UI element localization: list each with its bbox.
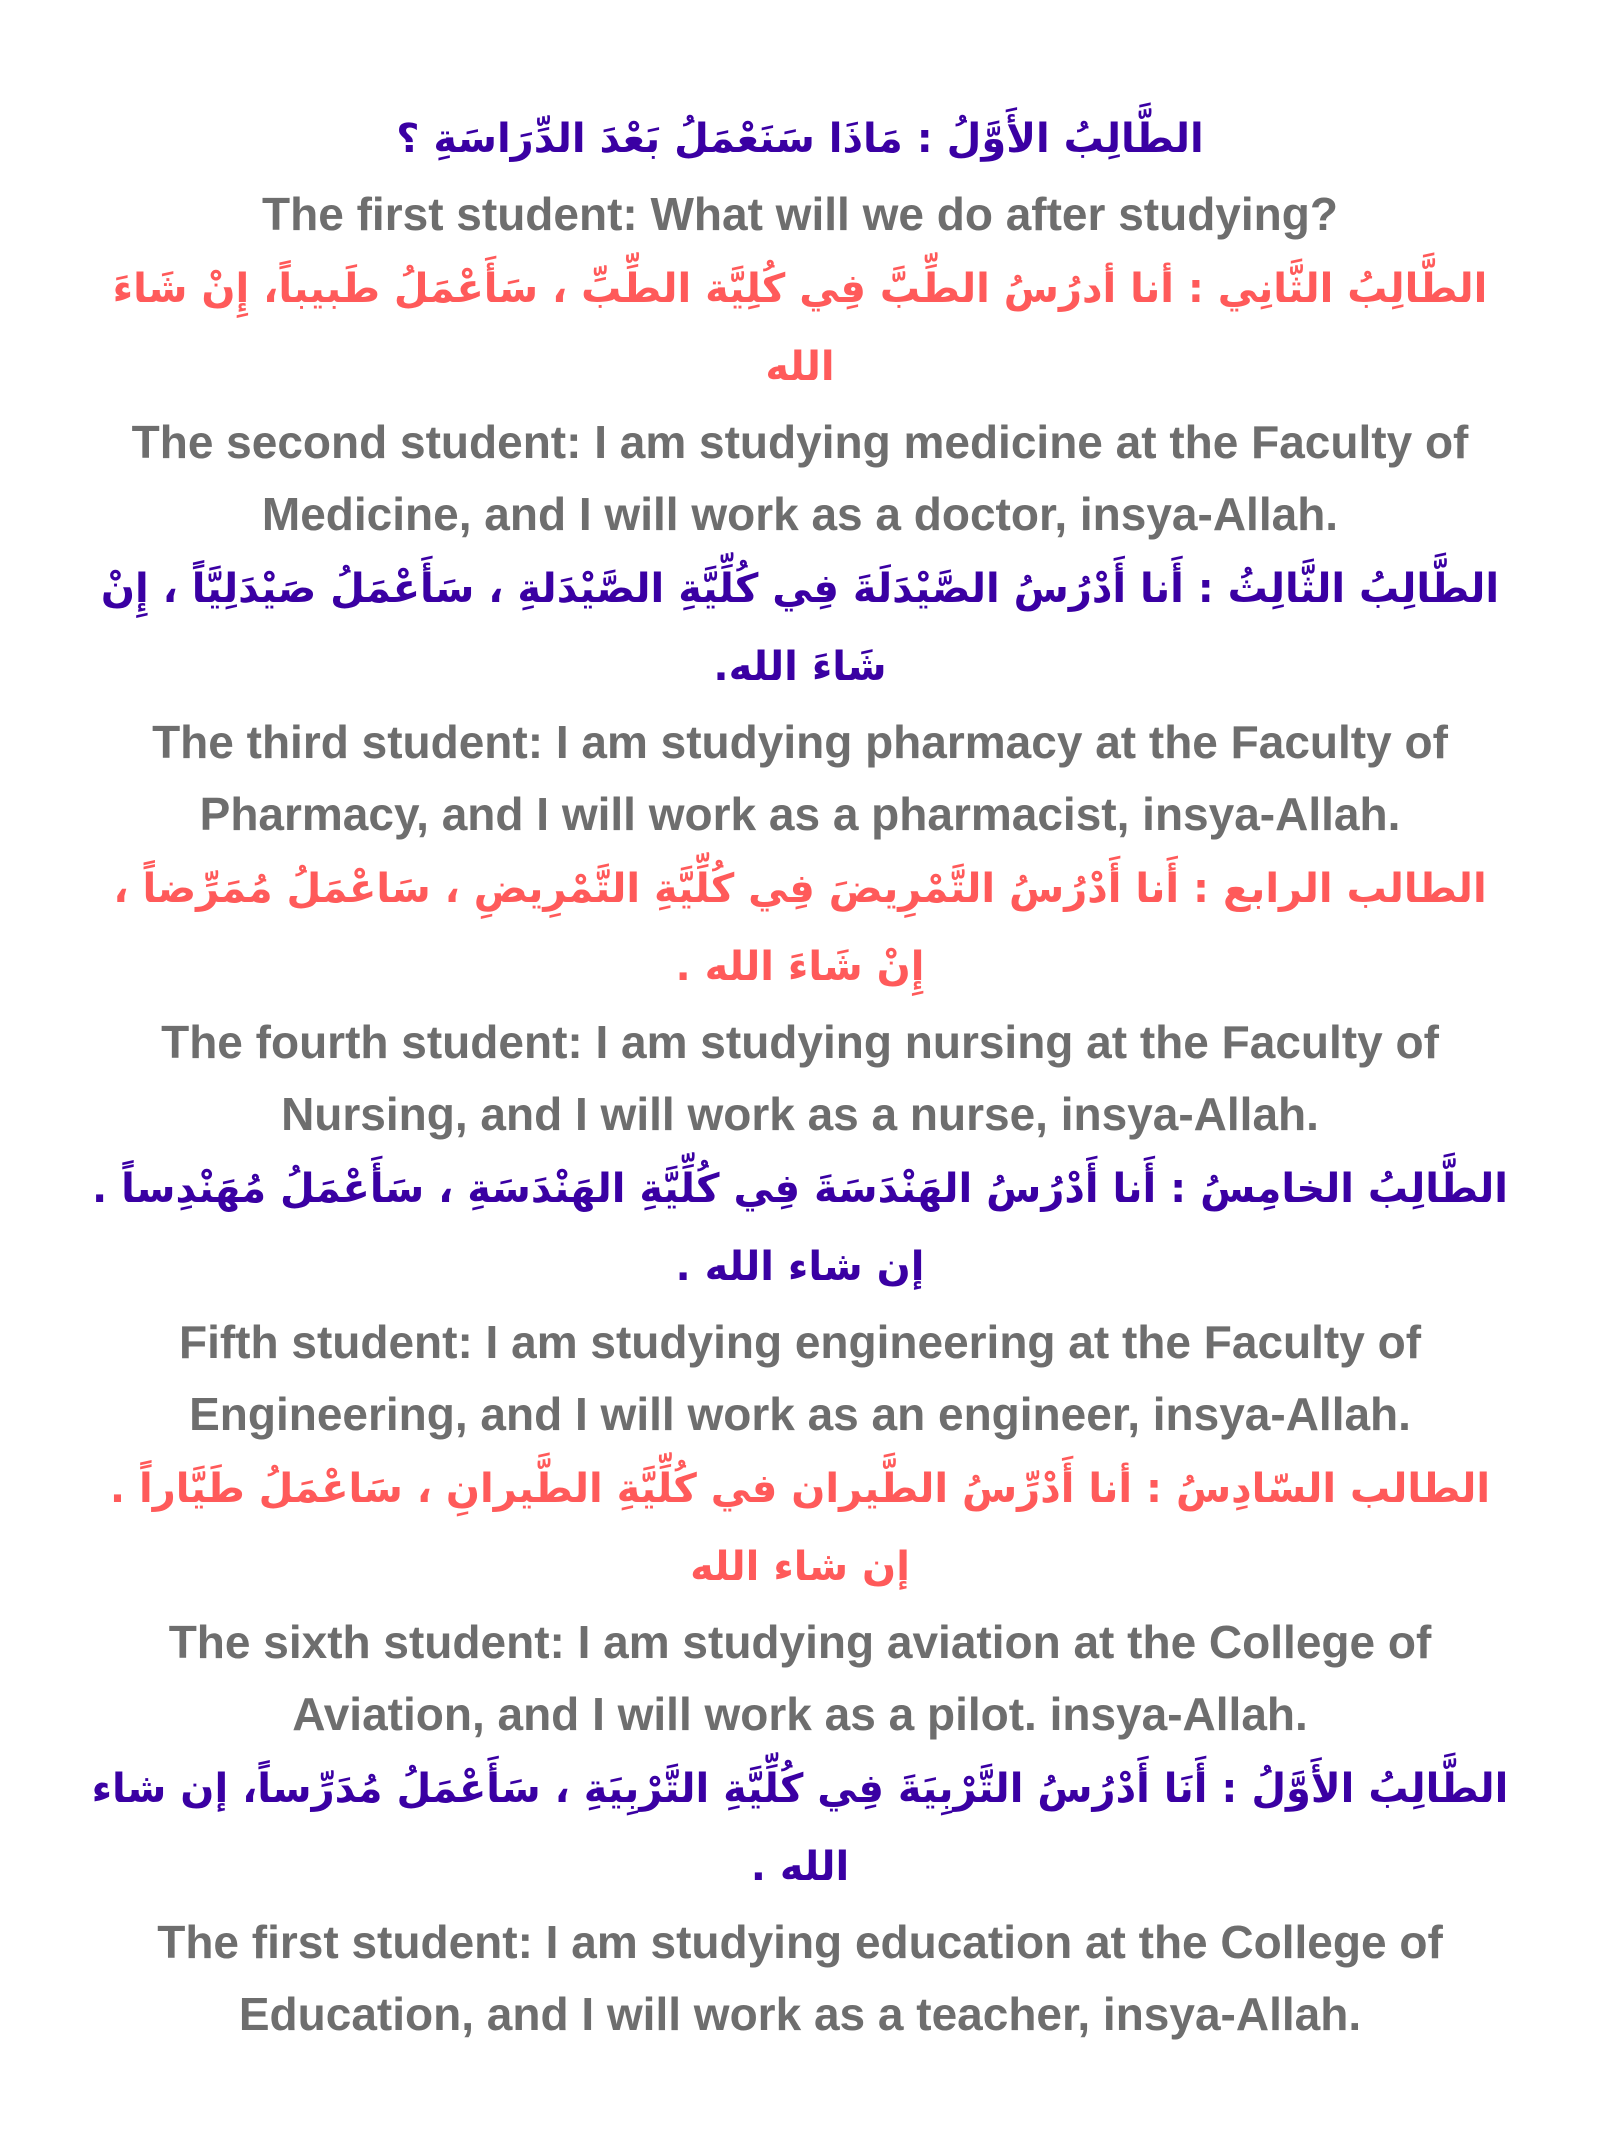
arabic-line: الطَّالِبُ الثَّالِثُ : أَنا أَدْرُسُ الصَّيْدَلَةَ فِي كُلِّيَّةِ الصَّيْدَلةِ ، سَأَعْمَلُ صَيْدَلِيَّاً ، إِنْ شَاءَ الله. bbox=[100, 566, 1500, 690]
dialogue-entry-2 bbox=[90, 250, 1510, 550]
english-translation: Fifth student: I am studying engineering at the Faculty of Engineering, and I will work as an engineer, insya-Allah. bbox=[178, 1316, 1422, 1440]
dialogue-entry-1 bbox=[90, 100, 1510, 250]
dialogue-entry-6 bbox=[90, 1450, 1510, 1750]
dialogue-entry-3 bbox=[90, 550, 1510, 850]
arabic-line: الطالب السّادِسُ : أنا أَدْرِّسُ الطَّيران في كُلِّيَّةِ الطَّيرانِ ، سَاعْمَلُ طَيَّاراً . إن شاء الله bbox=[109, 1466, 1491, 1590]
english-translation: The fourth student: I am studying nursing at the Faculty of Nursing, and I will work as a nurse, insya-Allah. bbox=[161, 1016, 1439, 1140]
english-translation: The sixth student: I am studying aviation at the College of Aviation, and I will work as a pilot. insya-Allah. bbox=[168, 1616, 1432, 1740]
dialogue-entry-5 bbox=[90, 1150, 1510, 1450]
english-translation: The first student: What will we do after studying? bbox=[262, 188, 1338, 240]
arabic-line: الطَّالِبُ الأَوَّلُ : أَنَا أَدْرُسُ التَّرْبِيَةَ فِي كُلِّيَّةِ التَّرْبِيَةِ ، سَأَعْمَلُ مُدَرِّساً، إن شاء الله . bbox=[91, 1766, 1509, 1890]
arabic-line: الطَّالِبُ الخامِسُ : أَنا أَدْرُسُ الهَنْدَسَةَ فِي كُلِّيَّةِ الهَنْدَسَةِ ، سَأَعْمَلُ مُهَنْدِساً . إن شاء الله . bbox=[92, 1166, 1508, 1290]
english-translation: The first student: I am studying education at the College of Education, and I will work as a teacher, insya-Allah. bbox=[157, 1916, 1443, 2040]
arabic-line: الطالب الرابع : أَنا أَدْرُسُ التَّمْرِيضَ فِي كُلِّيَّةِ التَّمْرِيضِ ، سَاعْمَلُ مُمَرِّضاً ، إِنْ شَاءَ الله . bbox=[113, 866, 1487, 990]
english-translation: The second student: I am studying medicine at the Faculty of Medicine, and I will work as a doctor, insya-Allah. bbox=[131, 416, 1469, 540]
dialogue-document bbox=[90, 100, 1510, 2050]
dialogue-entry-7 bbox=[90, 1750, 1510, 2050]
arabic-line: الطَّالِبُ الأَوَّلُ : مَاذَا سَنَعْمَلُ بَعْدَ الدِّرَاسَةِ ؟ bbox=[396, 116, 1204, 162]
arabic-line: الطَّالِبُ الثَّانِي : أنا أدرُسُ الطِّبَّ فِي كُلِيَّة الطِّبِّ ، سَأَعْمَلُ طَبيباً، إِنْ شَاءَ الله bbox=[112, 266, 1488, 390]
dialogue-entry-4 bbox=[90, 850, 1510, 1150]
english-translation: The third student: I am studying pharmacy at the Faculty of Pharmacy, and I will work as a pharmacist, insya-Allah. bbox=[152, 716, 1448, 840]
